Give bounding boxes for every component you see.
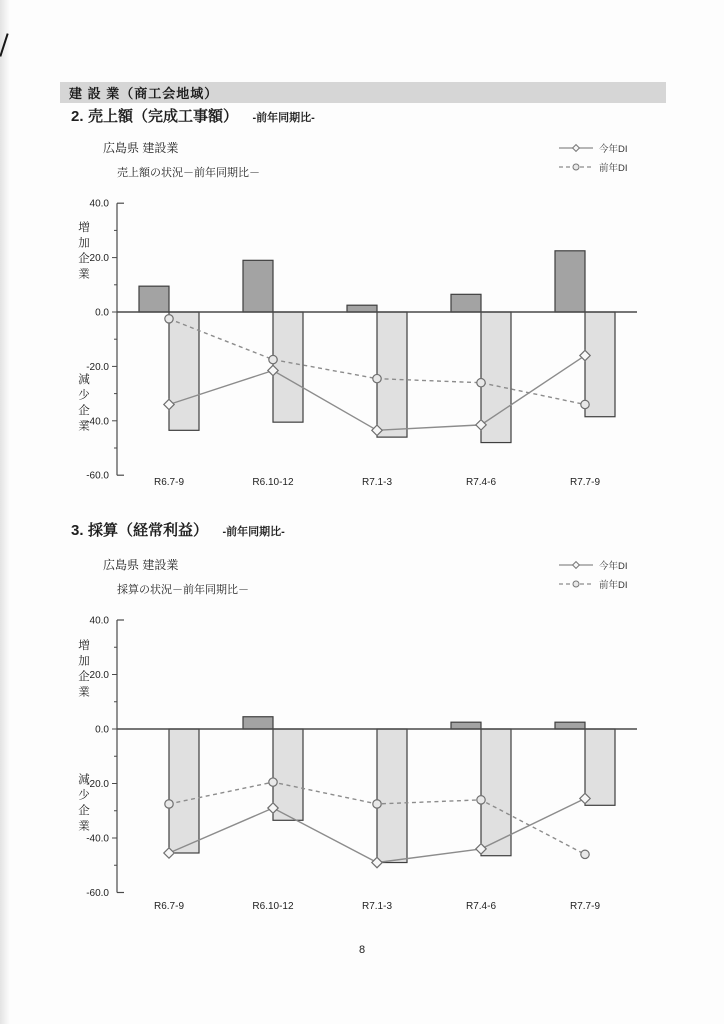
- bar-decrease: [169, 729, 199, 853]
- bar-increase: [555, 251, 585, 312]
- bar-decrease: [585, 312, 615, 417]
- bar-increase: [451, 294, 481, 312]
- profit-di-chart: [60, 606, 680, 918]
- axis-unit-label-decrease: 業: [78, 820, 90, 833]
- circle-marker: [581, 850, 589, 858]
- y-tick-label: -20.0: [86, 361, 109, 373]
- y-tick-label: -20.0: [86, 779, 109, 790]
- y-tick-label: 0.0: [95, 307, 109, 319]
- page-number: 8: [358, 944, 366, 956]
- axis-unit-label-decrease: 少: [78, 389, 90, 402]
- y-tick-label: 20.0: [89, 670, 109, 681]
- bar-increase: [555, 722, 585, 729]
- x-category-label: R6.10-12: [252, 901, 294, 912]
- legend-this-year: [558, 138, 678, 157]
- axis-unit-label-decrease: 企: [78, 404, 90, 417]
- bar-decrease: [273, 312, 303, 422]
- legend-sales: [558, 138, 678, 176]
- axis-unit-label-increase: 加: [78, 237, 90, 250]
- axis-unit-label-decrease: 業: [78, 420, 90, 433]
- section-title-profit: [71, 519, 285, 540]
- region-label-sales: 広島県 建設業: [103, 141, 179, 155]
- legend-label: 今年DI: [599, 143, 628, 155]
- bar-decrease: [585, 729, 615, 805]
- region-label-profit: 広島県 建設業: [103, 558, 179, 572]
- dashed-line-circle-icon: [558, 579, 594, 589]
- y-tick-label: -60.0: [86, 888, 109, 899]
- y-tick-label: -40.0: [86, 833, 109, 845]
- section-title-sales: [71, 105, 315, 126]
- section-subtitle: -前年同期比-: [252, 112, 315, 124]
- y-tick-label: -40.0: [86, 416, 109, 428]
- bar-decrease: [377, 729, 407, 863]
- industry-header-title: 建 設 業（商工会地域）: [69, 86, 219, 101]
- legend-label: 前年DI: [599, 162, 628, 174]
- scan-edge-shade: [0, 0, 10, 1024]
- y-tick-label: -60.0: [86, 470, 109, 482]
- section-number: 2.: [71, 108, 84, 125]
- x-category-label: R7.7-9: [569, 901, 601, 912]
- legend-last-year: [558, 574, 678, 593]
- circle-marker: [477, 379, 485, 387]
- section-number: 3.: [71, 522, 84, 539]
- section-subtitle: -前年同期比-: [222, 526, 285, 538]
- legend-last-year: [558, 157, 678, 176]
- axis-unit-label-increase: 業: [78, 268, 90, 281]
- circle-marker: [269, 778, 277, 786]
- axis-unit-label-decrease: 減: [78, 373, 90, 386]
- axis-unit-label-increase: 加: [78, 655, 90, 668]
- axis-unit-label-decrease: 減: [78, 773, 90, 786]
- legend-profit: [558, 555, 678, 593]
- bar-decrease: [377, 312, 407, 437]
- section-title-text: 採算（経常利益）: [87, 522, 208, 539]
- sales-di-chart: [60, 190, 680, 492]
- y-tick-label: 40.0: [89, 615, 109, 627]
- dashed-line-circle-icon: [558, 162, 594, 172]
- x-category-label: R6.7-9: [153, 901, 185, 912]
- axis-unit-label-increase: 企: [78, 252, 90, 265]
- circle-marker: [373, 800, 381, 808]
- x-category-label: R6.7-9: [153, 477, 185, 488]
- y-tick-label: 0.0: [95, 724, 109, 736]
- circle-marker: [269, 355, 277, 363]
- chart-caption-sales: 売上額の状況－前年同期比－: [117, 167, 260, 179]
- section-title-text: 売上額（完成工事額）: [87, 108, 238, 125]
- axis-unit-label-increase: 増: [78, 221, 90, 234]
- bar-increase: [243, 260, 273, 312]
- axis-unit-label-increase: 企: [78, 670, 90, 683]
- y-tick-label: 20.0: [89, 253, 109, 265]
- legend-label: 今年DI: [599, 560, 628, 572]
- bar-decrease: [481, 312, 511, 443]
- circle-marker: [477, 796, 485, 804]
- legend-this-year: [558, 555, 678, 574]
- solid-line-diamond-icon: [558, 560, 594, 570]
- x-category-label: R7.1-3: [361, 477, 393, 488]
- y-tick-label: 40.0: [89, 198, 109, 210]
- axis-unit-label-decrease: 少: [78, 789, 90, 802]
- bar-increase: [243, 717, 273, 729]
- circle-marker: [165, 315, 173, 323]
- bar-increase: [347, 305, 377, 312]
- bar-increase: [139, 286, 169, 312]
- x-category-label: R7.1-3: [361, 901, 393, 912]
- chart-caption-profit: 採算の状況－前年同期比－: [117, 584, 249, 596]
- bar-decrease: [169, 312, 199, 430]
- x-category-label: R7.4-6: [465, 901, 497, 912]
- axis-unit-label-increase: 業: [78, 686, 90, 699]
- axis-unit-label-increase: 増: [78, 639, 90, 652]
- circle-marker: [581, 400, 589, 408]
- x-category-label: R6.10-12: [252, 477, 294, 488]
- axis-unit-label-decrease: 企: [78, 804, 90, 817]
- circle-marker: [373, 374, 381, 382]
- solid-line-diamond-icon: [558, 143, 594, 153]
- bar-increase: [451, 722, 481, 729]
- x-category-label: R7.7-9: [569, 477, 601, 488]
- x-category-label: R7.4-6: [465, 477, 497, 488]
- industry-header-bar: [60, 82, 666, 103]
- legend-label: 前年DI: [599, 579, 628, 591]
- circle-marker: [165, 800, 173, 808]
